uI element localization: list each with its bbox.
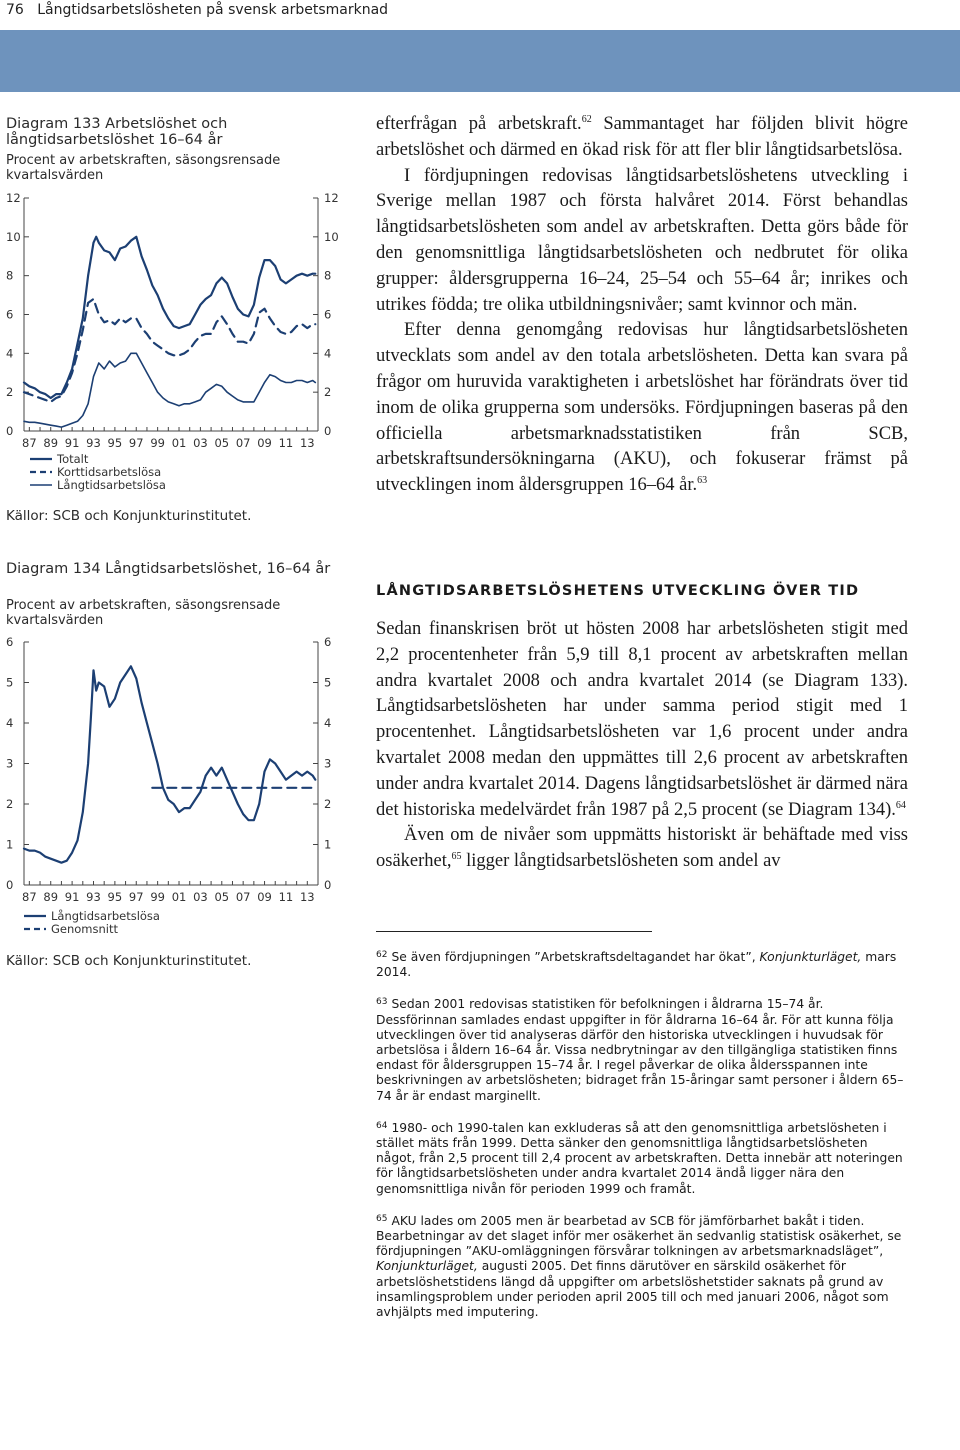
x-tick-label: 95	[107, 890, 123, 904]
y-tick-label-left: 4	[6, 346, 14, 361]
x-tick-label: 07	[235, 890, 251, 904]
section-heading: LÅNGTIDSARBETSLÖSHETENS UTVECKLING ÖVER TID	[376, 583, 860, 599]
paragraph-3: Efter denna genomgång redovisas hur långtidsarbetslösheten utvecklats som andel av den totala arbetslösheten. Detta kan svara på frågor om huruvida varaktigheten i arbetslöshet har förändrats över tid inom de olika grupperna som undersöks. Fördjupningen baseras på den officiella arbetsmarknadsstatistiken från SCB, arbetskraftsundersökningarna (AKU), och fokuserar främst på utvecklingen inom åldersgruppen 16–64 år.$^{63}$	[376, 320, 908, 496]
legend-label-2: Genomsnitt	[51, 922, 119, 936]
y-tick-label-left: 12	[6, 191, 21, 205]
y-tick-label-right: 3	[324, 756, 332, 771]
x-tick-label: 09	[257, 436, 272, 450]
legend-label-2: Korttidsarbetslösa	[57, 465, 162, 479]
x-tick-label: 99	[150, 436, 165, 450]
x-tick-label: 01	[171, 890, 187, 904]
fig133-subtitle: Procent av arbetskraften, säsongsrensade kvartalsvärden	[6, 153, 281, 183]
series-line-1	[24, 666, 315, 862]
y-tick-label-right: 2	[324, 385, 332, 400]
footnote-ref-64: 64	[895, 799, 906, 811]
x-tick-label: 03	[193, 436, 208, 450]
y-tick-label-left: 3	[6, 756, 14, 771]
paragraph-5: Även om de nivåer som uppmätts historiskt är behäftade med viss osäkerhet,$^{65}$ ligger långtidsarbetslösheten som andel av	[376, 825, 908, 872]
legend-label-3: Långtidsarbetslösa	[57, 478, 166, 492]
body-text-upper	[376, 112, 908, 499]
y-tick-label-right: 0	[324, 878, 332, 892]
footnote-ref-62: 62	[581, 114, 592, 125]
x-tick-label: 89	[43, 890, 59, 904]
y-tick-label-right: 12	[324, 191, 339, 205]
fig133-source: Källor: SCB och Konjunkturinstitutet.	[6, 508, 252, 524]
series-line-3	[24, 353, 315, 427]
x-tick-label: 91	[64, 890, 80, 904]
x-tick-label: 05	[214, 890, 230, 904]
x-tick-label: 11	[278, 890, 294, 904]
page-number: 76	[6, 2, 24, 18]
y-tick-label-right: 4	[324, 716, 332, 730]
y-tick-label-right: 4	[324, 346, 332, 361]
y-tick-label-left: 6	[6, 307, 14, 322]
x-tick-label: 05	[214, 436, 230, 450]
x-tick-label: 93	[86, 890, 101, 904]
y-tick-label-right: 1	[324, 837, 332, 852]
fig133-title: Diagram 133 Arbetslöshet och långtidsarbetslöshet 16–64 år	[6, 116, 228, 148]
paragraph-1: efterfrågan på arbetskraft.$^{62}$ Sammantaget har följden blivit högre arbetslöshet och därmed en ökad risk för att fler blir långtidsarbetslösa.	[376, 114, 909, 160]
legend	[30, 452, 166, 492]
series-line-1	[24, 237, 315, 398]
y-tick-label-left: 6	[6, 635, 14, 649]
body-text-lower	[376, 617, 908, 875]
y-tick-label-right: 2	[324, 797, 332, 811]
y-tick-label-left: 8	[6, 268, 14, 283]
footnotes	[376, 950, 906, 1337]
footnote-rule	[376, 931, 652, 932]
running-title: Långtidsarbetslösheten på svensk arbetsmarknad	[37, 2, 389, 18]
x-tick-label: 99	[150, 890, 165, 904]
x-tick-label: 13	[299, 436, 315, 450]
paragraph-2: I fördjupningen redovisas långtidsarbetslöshetens utveckling i Sverige mellan 1987 och första halvåret 2014. Först behandlas långtidsarbetslösheten som andel av arbetskraften. Detta görs både för den genomsnittliga långtidsarbetslösheten och nedbrutet för olika grupper: åldersgrupperna 16–24, 25–54 och 55–64 år; inrikes och utrikes födda; tre olika utbildningsnivåer; samt kvinnor och män.	[376, 165, 908, 315]
footnote-ref-63: 63	[697, 475, 708, 487]
y-tick-label-right: 10	[324, 229, 339, 244]
x-tick-label: 01	[171, 436, 187, 450]
x-tick-label: 09	[257, 890, 272, 904]
y-tick-label-left: 10	[6, 229, 21, 244]
y-tick-label-left: 2	[6, 797, 14, 811]
fig134-title: Diagram 134 Långtidsarbetslöshet, 16–64 år	[6, 561, 331, 577]
y-tick-label-right: 6	[324, 307, 332, 322]
y-tick-label-left: 2	[6, 385, 14, 400]
x-tick-label: 97	[128, 436, 144, 450]
paragraph-4: Sedan finanskrisen bröt ut hösten 2008 har arbetslösheten stigit med 2,2 procentenheter från 5,9 till 8,1 procent av arbetskraften mellan andra kvartalet 2008 och andra kvartalet 2014 (se Diagram 133). Långtidsarbetslösheten har under samma period stigit med 1 procentenhet. Långtidsarbetslösheten var 1,6 procent under andra kvartalet 2008 medan den uppmättes till 2,6 procent av arbetskraften under andra kvartalet 2014. Dagens långtidsarbetslöshet är därmed nära det historiska medelvärdet från 1987 på 2,5 procent (se Diagram 134).$^{64}$	[376, 619, 908, 820]
fig134-source: Källor: SCB och Konjunkturinstitutet.	[6, 953, 252, 969]
page-header	[6, 2, 388, 18]
x-tick-label: 87	[22, 436, 37, 450]
x-tick-label: 97	[128, 890, 144, 904]
x-tick-label: 93	[86, 436, 101, 450]
x-tick-label: 95	[107, 436, 123, 450]
legend-label-1: Långtidsarbetslösa	[51, 909, 160, 923]
y-tick-label-right: 6	[324, 635, 332, 649]
chart-diagram-133	[0, 186, 360, 501]
footnote-62: $^{62}$ Se även fördjupningen ”Arbetskraftsdeltagandet har ökat”, Konjunkturläget, mars 2014.	[376, 950, 897, 980]
footnote-64: $^{64}$ 1980- och 1990-talen kan exkluderas så att den genomsnittliga arbetslösheten i stället mäts från 1999. Detta sänker den genomsnittliga långtidsarbetslösheten något, från 2,5 procent till 2,4 procent av arbetskraften. Detta innebär att noteringen för långtidsarbetslösheten under andra kvartalet 2014 ändå ligger nära den genomsnittliga nivån för perioden 1999 och framåt.	[376, 1120, 903, 1196]
footnote-ref-65: 65	[451, 851, 462, 863]
y-tick-label-left: 0	[6, 878, 14, 892]
x-tick-label: 03	[193, 890, 208, 904]
legend	[24, 909, 160, 936]
legend-label-1: Totalt	[57, 452, 89, 466]
y-tick-label-left: 4	[6, 716, 14, 730]
footnote-65: $^{65}$ AKU lades om 2005 men är bearbetad av SCB för jämförbarhet bakåt i tiden. Bearbetningar av det slaget inför mer osäkerhet än sedvanlig statistisk osäkerhet, se fördjupningen ”AKU-omläggningen försvårar tolkningen av arbetsmarknadsläget”, Konjunkturläget, augusti 2005. Det finns därutöver en särskild osäkerhet för arbetslöshetstidens längd då uppgifter om arbetslöshetstider saknats på grund av insamlingsproblem under perioden april 2005 till och med januari 2006, något som avhjälpts med imputering.	[376, 1213, 902, 1320]
footnote-63: $^{63}$ Sedan 2001 redovisas statistiken för befolkningen i åldrarna 15–74 år. Dessförinnan samlades endast uppgifter in för åldrarna 16–64 år. För att kunna följa utvecklingen över tid analyseras därför den historiska utvecklingen i huvudsak för arbetslösa i åldern 16–64 år. Vissa nedbrytningar av den tillgängliga statistiken finns endast för åldersgruppen 15–74 år. I regel påverkar de olika åldersspannen inte beskrivningen av arbetslösheten; bidraget från 15-åringar samt personer i åldern 65–74 år är endast marginellt.	[376, 997, 904, 1103]
y-tick-label-right: 8	[324, 268, 332, 283]
x-tick-label: 07	[235, 436, 251, 450]
y-tick-label-left: 5	[6, 675, 14, 690]
y-tick-label-left: 0	[6, 424, 14, 438]
fig134-subtitle: Procent av arbetskraften, säsongsrensade kvartalsvärden	[6, 598, 281, 628]
y-tick-label-left: 1	[6, 837, 14, 852]
x-tick-label: 91	[64, 436, 80, 450]
y-tick-label-right: 0	[324, 424, 332, 438]
x-tick-label: 89	[43, 436, 59, 450]
x-tick-label: 87	[22, 890, 37, 904]
y-tick-label-right: 5	[324, 675, 332, 690]
series-line-2	[24, 299, 315, 402]
chart-diagram-134	[0, 632, 360, 942]
x-tick-label: 13	[299, 890, 315, 904]
x-tick-label: 11	[278, 436, 294, 450]
header-bar	[0, 30, 960, 92]
